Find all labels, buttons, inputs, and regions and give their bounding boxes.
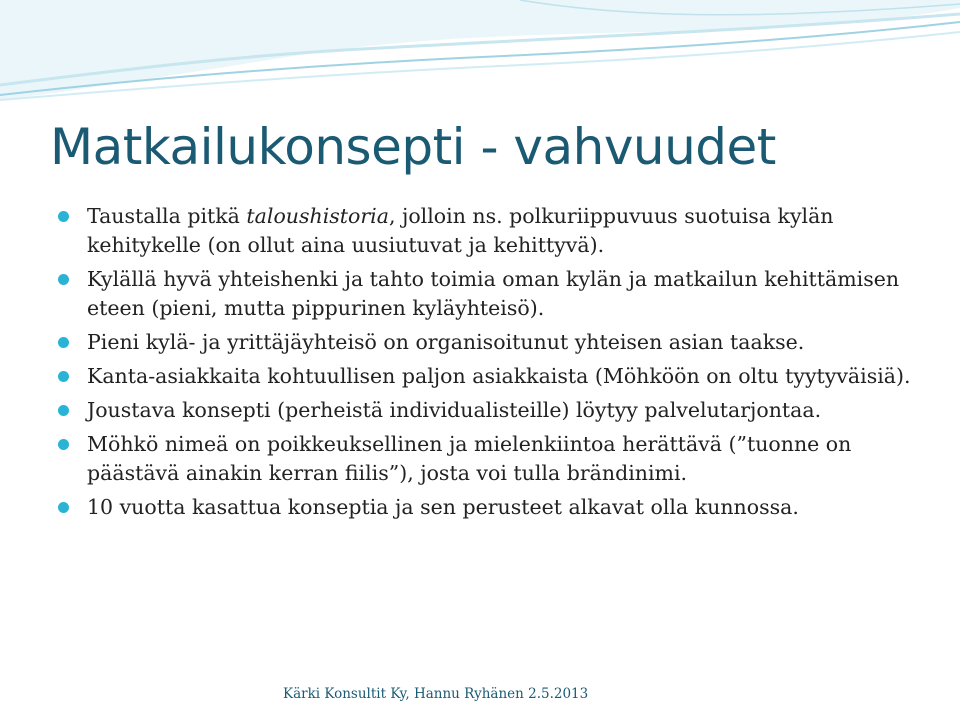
slide-footer: Kärki Konsultit Ky, Hannu Ryhänen 2.5.2013 xyxy=(283,686,589,702)
bullet-item xyxy=(56,362,926,391)
bullet-item xyxy=(56,396,926,425)
bullet-text: Kylällä hyvä yhteishenki ja tahto toimia oman kylän ja matkailun kehittämisen eteen (pieni, mutta pippurinen kyläyhteisö). xyxy=(87,267,900,320)
bullet-text: Pieni kylä- ja yrittäjäyhteisö on organisoitunut yhteisen asian taakse. xyxy=(87,330,805,354)
bullet-list xyxy=(56,202,926,527)
bullet-dot-icon xyxy=(58,405,69,416)
slide-title: Matkailukonsepti - vahvuudet xyxy=(50,118,776,176)
bullet-item xyxy=(56,328,926,357)
header-wave-decoration xyxy=(0,0,960,110)
bullet-item xyxy=(56,430,926,488)
bullet-dot-icon xyxy=(58,337,69,348)
bullet-dot-icon xyxy=(58,439,69,450)
bullet-dot-icon xyxy=(58,274,69,285)
bullet-item xyxy=(56,493,926,522)
bullet-text: 10 vuotta kasattua konseptia ja sen perusteet alkavat olla kunnossa. xyxy=(87,495,799,519)
bullet-text: Kanta-asiakkaita kohtuullisen paljon asiakkaista (Möhköön on oltu tyytyväisiä). xyxy=(87,364,911,388)
bullet-text: Taustalla pitkä taloushistoria, jolloin ns. polkuriippuvuus suotuisa kylän kehitykelle (on ollut aina uusiutuvat ja kehittyvä). xyxy=(87,204,834,257)
bullet-item xyxy=(56,265,926,323)
bullet-dot-icon xyxy=(58,502,69,513)
bullet-text: Möhkö nimeä on poikkeuksellinen ja mielenkiintoa herättävä (”tuonne on päästävä ainakin kerran fiilis”), josta voi tulla brändinimi. xyxy=(87,432,852,485)
bullet-dot-icon xyxy=(58,371,69,382)
bullet-text: Joustava konsepti (perheistä individualisteille) löytyy palvelutarjontaa. xyxy=(87,398,822,422)
bullet-dot-icon xyxy=(58,211,69,222)
bullet-item xyxy=(56,202,926,260)
